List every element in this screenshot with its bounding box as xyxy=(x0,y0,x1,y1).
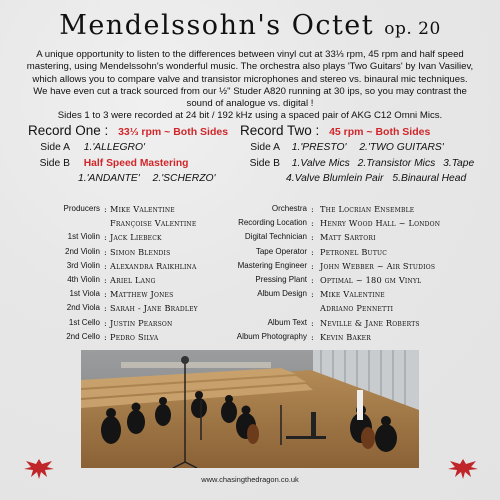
credit-name: Kevin Baker xyxy=(320,331,371,342)
record-one-side-a xyxy=(28,140,238,156)
credit-role: Producers xyxy=(63,204,100,213)
record-one-label: Record One : xyxy=(28,123,109,138)
record-one-side-b xyxy=(28,156,238,172)
credit-line xyxy=(0,303,240,317)
credit-line xyxy=(240,247,500,261)
credit-role: 1st Cello xyxy=(68,317,100,327)
credit-colon: : xyxy=(311,246,314,257)
credit-line xyxy=(240,303,500,317)
track: 1.Valve Mics xyxy=(291,157,350,169)
intro-text xyxy=(24,49,476,123)
credit-line xyxy=(0,232,240,246)
ensemble-photo xyxy=(81,350,419,468)
credit-role: Pressing Plant xyxy=(255,274,307,284)
credit-role: 2nd Viola xyxy=(66,303,100,313)
album-title xyxy=(0,10,500,41)
track: 1.'PRESTO' xyxy=(291,142,347,153)
credit-colon: : xyxy=(104,246,107,257)
credit-line xyxy=(0,247,240,261)
credit-name: The Locrian Ensemble xyxy=(320,204,415,214)
credit-name: Sarah - Jane Bradley xyxy=(110,303,198,314)
credit-line xyxy=(0,261,240,275)
credit-line xyxy=(0,218,240,232)
credit-name: Petronel Butuc xyxy=(320,246,388,257)
intro-paragraph: A unique opportunity to listen to the differences between vinyl cut at 33⅓ rpm, 45 rpm and half speed mastering, using Mendelssohn's wonderful music. The orchestra also plays 'Two Guitars' by Ivan Vasiliev, which allows you to compare valve and transistor microphones and stereo vs. binaural mic techniques. We have even cut a track sourced from our ½" Studer A820 running at 30 ips, so you may contrast the sound of analogue vs. digital ! xyxy=(26,49,474,110)
credit-colon: : xyxy=(104,204,107,214)
record-two-label: Record Two : xyxy=(240,123,320,138)
side-a-label: Side A xyxy=(250,142,280,153)
credit-role: Digital Technician xyxy=(244,232,307,242)
album-title-main: Mendelssohn's Octet xyxy=(59,10,375,41)
credit-name: Neville & Jane Roberts xyxy=(320,317,420,328)
credit-role: 1st Viola xyxy=(69,289,100,299)
ensemble-photo-image xyxy=(81,350,419,468)
website-url: www.chasingthedragon.co.uk xyxy=(201,475,299,484)
credit-role: 4th Violin xyxy=(67,274,100,284)
credit-role: 3rd Violin xyxy=(66,260,100,270)
credits-left xyxy=(0,204,240,346)
credit-line xyxy=(240,318,500,332)
track: 2.'TWO GUITARS' xyxy=(359,142,444,153)
credit-name: Henry Wood Hall ~ London xyxy=(320,218,441,229)
credit-role: Mastering Engineer xyxy=(237,260,307,270)
credit-role: 2nd Cello xyxy=(66,331,100,341)
record-one-side-b-tracks xyxy=(28,171,238,187)
credit-line xyxy=(0,332,240,346)
credit-role: Orchestra xyxy=(271,204,307,213)
record-two-header xyxy=(240,123,490,138)
credit-colon: : xyxy=(311,260,314,271)
credit-name: Adriano Pennetti xyxy=(320,303,394,314)
credit-colon: : xyxy=(311,331,314,342)
credit-colon: : xyxy=(311,218,314,229)
track: 1.'ALLEGRO' xyxy=(83,142,145,153)
credit-line xyxy=(237,260,500,275)
credit-name: Pedro Silva xyxy=(110,331,159,342)
credit-colon: : xyxy=(311,204,314,214)
credit-name: Matthew Jones xyxy=(110,289,174,300)
credit-role: 2nd Violin xyxy=(65,246,100,256)
credit-name: Jack Liebeck xyxy=(110,232,162,243)
credit-line xyxy=(236,331,500,346)
credit-colon: : xyxy=(311,232,314,243)
credit-line xyxy=(0,289,240,303)
credit-colon: : xyxy=(104,260,107,271)
credit-colon: : xyxy=(104,232,107,243)
side-b-label: Side B xyxy=(39,157,70,169)
record-one-header xyxy=(28,123,238,138)
credits-right xyxy=(236,204,500,346)
half-speed-note: Half Speed Mastering xyxy=(83,157,189,169)
credit-colon: : xyxy=(104,331,107,342)
record-two-speed: 45 rpm ~ Both Sides xyxy=(329,126,431,138)
credit-line xyxy=(240,218,500,232)
credit-role: Tape Operator xyxy=(255,246,307,256)
credit-name: Ariel Lang xyxy=(110,274,156,285)
track: 2.Transistor Mics xyxy=(357,157,436,169)
track: 4.Valve Blumlein Pair xyxy=(286,173,384,185)
record-two-block xyxy=(240,123,490,187)
credit-name: Françoise Valentine xyxy=(110,218,197,229)
credit-colon: : xyxy=(104,317,107,328)
credit-line xyxy=(240,232,500,246)
track: 5.Binaural Head xyxy=(392,173,467,185)
side-b-label: Side B xyxy=(249,157,280,169)
album-opus: op. 20 xyxy=(384,19,441,39)
record-one-block xyxy=(28,123,238,187)
credit-line xyxy=(0,275,240,289)
credit-name: Mike Valentine xyxy=(320,289,385,300)
credit-name: Optimal ~ 180 gm Vinyl xyxy=(320,274,422,285)
credit-role: Album Design xyxy=(257,289,307,299)
credit-colon: : xyxy=(311,289,314,300)
credit-role: 1st Violin xyxy=(67,232,100,242)
record-two-side-b-tracks xyxy=(240,171,490,187)
credit-colon: : xyxy=(104,303,107,314)
credit-colon: : xyxy=(311,317,314,328)
credit-name: Simon Blendis xyxy=(110,246,171,257)
side-a-label: Side A xyxy=(40,142,70,153)
credit-colon: : xyxy=(104,274,107,285)
credit-line xyxy=(0,318,240,332)
intro-recording-note: Sides 1 to 3 were recorded at 24 bit / 192 kHz using a spaced pair of AKG C12 Omni Mics. xyxy=(57,110,443,122)
credit-colon: : xyxy=(104,289,107,300)
credit-line xyxy=(0,204,240,218)
credit-name: Mike Valentine xyxy=(110,204,175,214)
track: 1.'ANDANTE' xyxy=(78,173,140,185)
track: 2.'SCHERZO' xyxy=(152,173,216,185)
credit-name: Matt Sartori xyxy=(320,232,376,243)
record-one-speed: 33⅓ rpm ~ Both Sides xyxy=(118,126,229,138)
credit-line xyxy=(240,289,500,303)
credit-role: Album Text xyxy=(267,317,307,327)
record-two-side-a xyxy=(240,140,490,156)
credit-name: Justin Pearson xyxy=(110,317,173,328)
track: 3.Tape xyxy=(443,157,475,169)
record-two-side-b xyxy=(240,156,490,172)
credit-role: Album Photography xyxy=(236,331,307,341)
credit-colon: : xyxy=(311,274,314,285)
credit-name: Alexandra Raikhlina xyxy=(110,260,197,271)
credit-line xyxy=(240,204,500,218)
credit-role: Recording Location xyxy=(238,218,307,228)
credit-name: John Webber ~ Air Studios xyxy=(320,260,436,271)
credit-line xyxy=(240,275,500,289)
